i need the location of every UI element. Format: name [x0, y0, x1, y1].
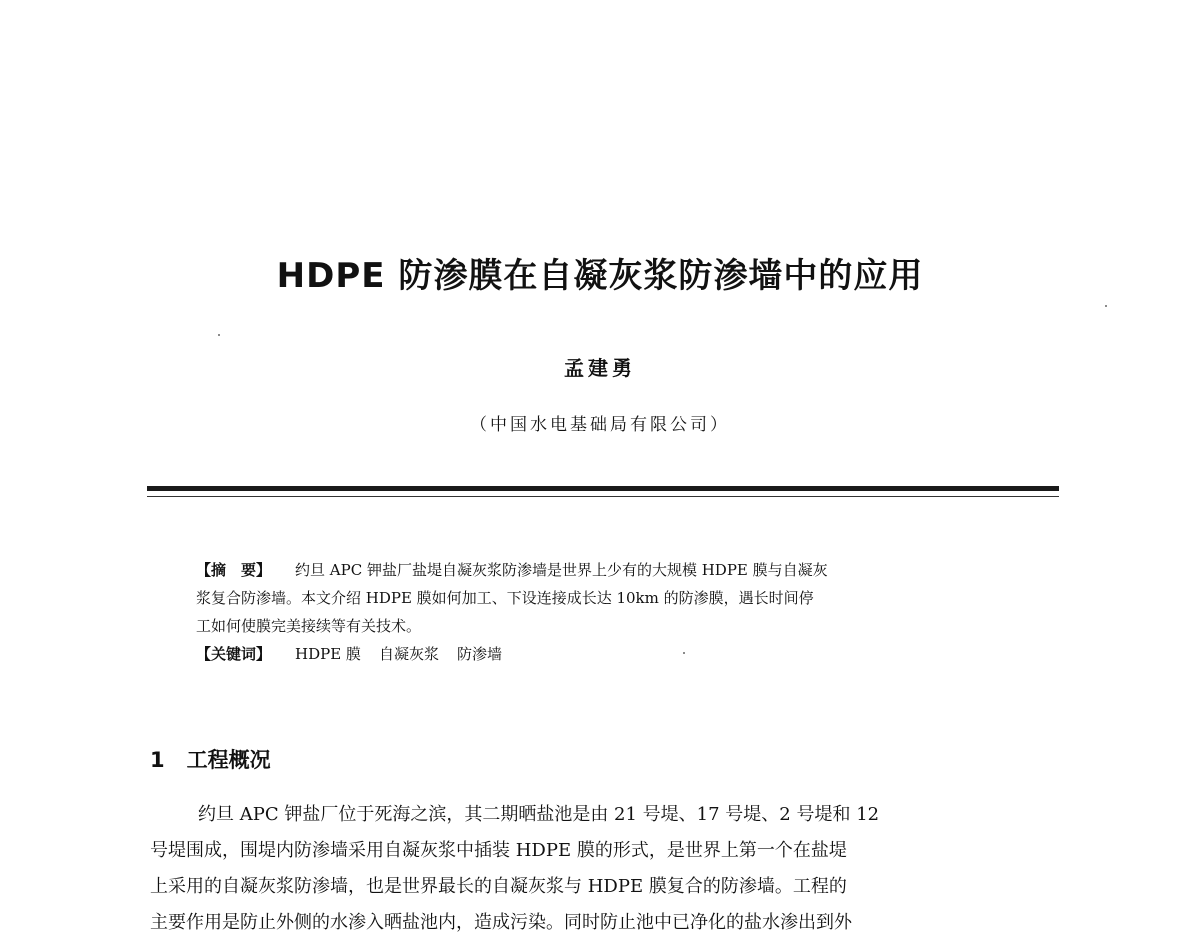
author-affiliation: （中国水电基础局有限公司） — [470, 415, 730, 435]
section-number: 1 — [150, 748, 165, 772]
scan-speck — [683, 652, 685, 654]
keywords-label: 【关键词】 — [196, 645, 272, 663]
header-divider-thin — [147, 496, 1059, 497]
abstract-block — [196, 556, 1026, 668]
scan-speck — [218, 334, 220, 336]
keyword: HDPE 膜 — [295, 645, 361, 663]
abstract-line: 工如何使膜完美接续等有关技术。 — [196, 617, 422, 635]
abstract-line — [196, 556, 1026, 584]
author-name: 孟建勇 — [564, 356, 636, 380]
abstract-label: 【摘 要】 — [196, 561, 272, 579]
keyword: 自凝灰浆 — [378, 645, 439, 663]
body-paragraph — [150, 797, 1060, 941]
keyword: 防渗墙 — [456, 645, 502, 663]
body-line: 号堤围成，围堤内防渗墙采用自凝灰浆中插装 HDPE 膜的形式，是世界上第一个在盐堤 — [150, 840, 847, 861]
body-line: 上采用的自凝灰浆防渗墙，也是世界最长的自凝灰浆与 HDPE 膜复合的防渗墙。工程的 — [150, 876, 847, 897]
keywords-line — [196, 640, 1026, 668]
abstract-line: 浆复合防渗墙。本文介绍 HDPE 膜如何加工、下设连接成长达 10km 的防渗膜，遇长时间停 — [196, 589, 814, 607]
section-heading — [150, 744, 271, 774]
header-divider-thick — [147, 486, 1059, 491]
body-line: 主要作用是防止外侧的水渗入晒盐池内，造成污染。同时防止池中已净化的盐水渗出到外 — [150, 912, 852, 933]
body-line: 约旦 APC 钾盐厂位于死海之滨，其二期晒盐池是由 21 号堤、17 号堤、2 号堤和 12 — [198, 804, 880, 825]
scan-speck — [1105, 305, 1107, 307]
abstract-text: 约旦 APC 钾盐厂盐堤自凝灰浆防渗墙是世界上少有的大规模 HDPE 膜与自凝灰 — [295, 561, 828, 579]
section-title: 工程概况 — [186, 748, 271, 772]
paper-title: HDPE 防渗膜在自凝灰浆防渗墙中的应用 — [276, 256, 924, 296]
